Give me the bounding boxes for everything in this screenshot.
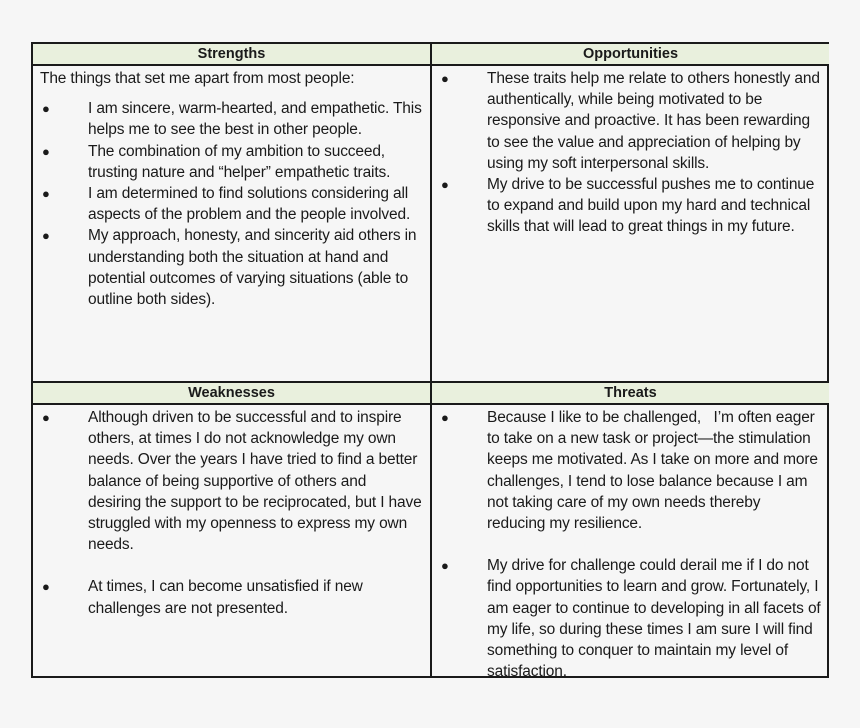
list-item-text: Although driven to be successful and to inspire others, at times I do not acknowledge my own needs. Over the years I have tried to find a better balance of being supportive of others and desiring the support to be reciprocated, but I have struggled with my openness to express my own needs. — [88, 409, 422, 554]
weaknesses-heading: Weaknesses — [33, 383, 430, 405]
bullet-icon: ● — [42, 143, 50, 159]
list-item — [439, 68, 821, 174]
list-item — [40, 407, 422, 555]
list-item — [40, 225, 422, 310]
weaknesses-quadrant — [33, 383, 432, 676]
bullet-icon: ● — [441, 410, 449, 425]
opportunities-list — [439, 68, 821, 238]
list-item — [40, 576, 422, 618]
threats-body — [432, 405, 829, 682]
strengths-intro: The things that set me apart from most people: — [40, 70, 355, 87]
list-item-text: I am sincere, warm-hearted, and empathetic. This helps me to see the best in other people. — [88, 100, 422, 139]
list-item — [439, 407, 821, 534]
threats-list — [439, 407, 821, 682]
strengths-list — [40, 98, 422, 310]
list-item — [40, 141, 422, 183]
bullet-icon: ● — [42, 186, 50, 202]
list-item-text: My approach, honesty, and sincerity aid others in understanding both the situation at hand and potential outcomes of varying situations (able to outline both sides). — [88, 227, 417, 309]
strengths-quadrant — [33, 44, 432, 383]
bullet-icon: ● — [42, 410, 50, 425]
list-item — [40, 183, 422, 225]
list-item-text: I am determined to find solutions considering all aspects of the problem and the people involved. — [88, 185, 411, 224]
opportunities-heading: Opportunities — [432, 44, 829, 66]
bullet-icon: ● — [441, 71, 449, 86]
weaknesses-body — [33, 405, 430, 619]
opportunities-body — [432, 66, 829, 238]
weaknesses-list — [40, 407, 422, 619]
list-item — [439, 174, 821, 238]
bullet-icon: ● — [441, 177, 449, 193]
list-item-text: My drive to be successful pushes me to continue to expand and build upon my hard and technical skills that will lead to great things in my future. — [487, 176, 815, 236]
list-item-text: My drive for challenge could derail me if I do not find opportunities to learn and grow. Fortunately, I am eager to continue to developing in all facets of my life, so during these times I am sure I will find something to conquer to maintain my level of satisfaction. — [487, 557, 821, 681]
bullet-icon: ● — [42, 579, 50, 595]
list-item-text: At times, I can become unsatisfied if new challenges are not presented. — [88, 578, 363, 617]
strengths-heading: Strengths — [33, 44, 430, 66]
swot-table — [31, 42, 829, 681]
list-item-text: These traits help me relate to others honestly and authentically, while being motivated to be responsive and proactive. It has been rewarding to see the value and appreciation of helping by using my soft interpersonal skills. — [487, 70, 820, 172]
list-item-text: The combination of my ambition to succeed, trusting nature and “helper” empathetic traits. — [88, 142, 391, 181]
list-item-text: Because I like to be challenged, I’m often eager to take on a new task or project—the stimulation keeps me motivated. As I take on more and more challenges, I tend to lose balance because I am not taking care of my own needs thereby reducing my resilience. — [487, 409, 822, 533]
bullet-icon: ● — [42, 101, 50, 117]
threats-heading: Threats — [432, 383, 829, 405]
list-item — [40, 98, 422, 140]
strengths-body — [33, 66, 430, 310]
list-item — [439, 555, 821, 682]
bullet-icon: ● — [42, 228, 50, 244]
threats-quadrant — [432, 383, 829, 681]
bullet-icon: ● — [441, 558, 449, 574]
opportunities-quadrant — [432, 44, 829, 383]
